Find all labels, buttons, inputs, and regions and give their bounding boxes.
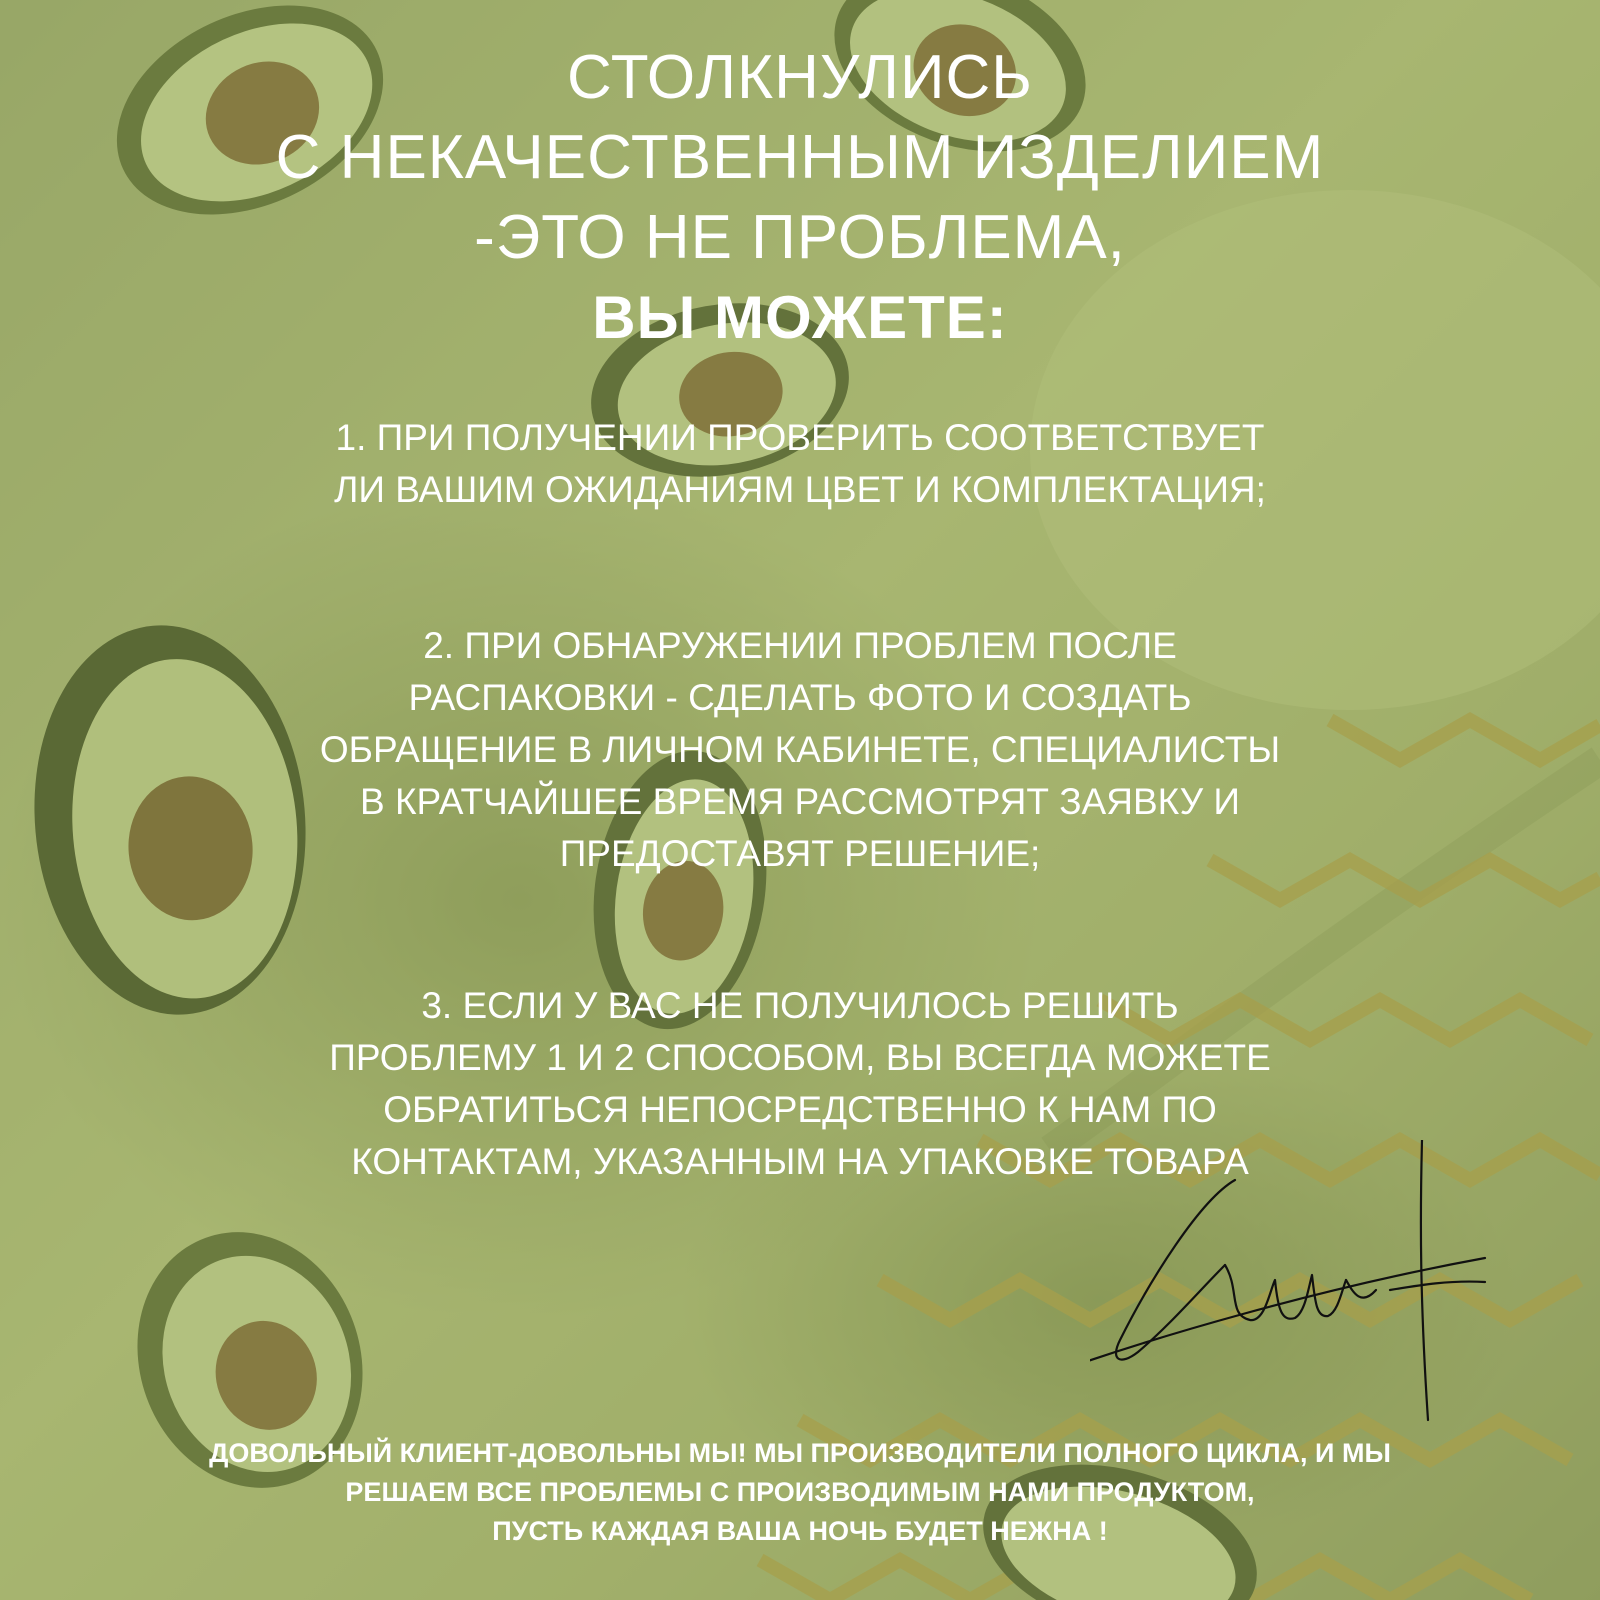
list-item-line: ПРОБЛЕМУ 1 И 2 СПОСОБОМ, ВЫ ВСЕГДА МОЖЕТЕ bbox=[329, 1037, 1271, 1078]
list-item-line: 3. ЕСЛИ У ВАС НЕ ПОЛУЧИЛОСЬ РЕШИТЬ bbox=[421, 985, 1179, 1026]
footer-message bbox=[0, 1434, 1600, 1551]
list-item-line: В КРАТЧАЙШЕЕ ВРЕМЯ РАССМОТРЯТ ЗАЯВКУ И bbox=[360, 781, 1240, 822]
footer-line: ПУСТЬ КАЖДАЯ ВАША НОЧЬ БУДЕТ НЕЖНА ! bbox=[492, 1516, 1108, 1546]
list-item-line: ЛИ ВАШИМ ОЖИДАНИЯМ ЦВЕТ И КОМПЛЕКТАЦИЯ; bbox=[334, 469, 1266, 510]
list-item-line: КОНТАКТАМ, УКАЗАННЫМ НА УПАКОВКЕ ТОВАРА bbox=[351, 1141, 1249, 1182]
list-item-line: 1. ПРИ ПОЛУЧЕНИИ ПРОВЕРИТЬ СООТВЕТСТВУЕТ bbox=[335, 417, 1265, 458]
list-item-line: ОБРАЩЕНИЕ В ЛИЧНОМ КАБИНЕТЕ, СПЕЦИАЛИСТЫ bbox=[319, 729, 1281, 770]
headline-line: С НЕКАЧЕСТВЕННЫМ ИЗДЕЛИЕМ bbox=[275, 123, 1325, 192]
list-item-line: ПРЕДОСТАВЯТ РЕШЕНИЕ; bbox=[559, 833, 1041, 874]
list-item bbox=[200, 620, 1400, 880]
list-item bbox=[200, 412, 1400, 516]
headline-line: -ЭТО НЕ ПРОБЛЕМА, bbox=[474, 203, 1126, 272]
list-item-line: ОБРАТИТЬСЯ НЕПОСРЕДСТВЕННО К НАМ ПО bbox=[383, 1089, 1217, 1130]
handwritten-signature-icon bbox=[1090, 1140, 1530, 1430]
headline bbox=[0, 38, 1600, 358]
list-item-line: РАСПАКОВКИ - СДЕЛАТЬ ФОТО И СОЗДАТЬ bbox=[408, 677, 1192, 718]
footer-line: РЕШАЕМ ВСЕ ПРОБЛЕМЫ С ПРОИЗВОДИМЫМ НАМИ ПРОДУКТОМ, bbox=[345, 1477, 1255, 1507]
headline-line: СТОЛКНУЛИСЬ bbox=[567, 43, 1033, 112]
headline-emphasis: ВЫ МОЖЕТЕ: bbox=[592, 284, 1008, 351]
footer-line: ДОВОЛЬНЫЙ КЛИЕНТ-ДОВОЛЬНЫ МЫ! МЫ ПРОИЗВОДИТЕЛИ ПОЛНОГО ЦИКЛА, И МЫ bbox=[209, 1438, 1391, 1468]
list-item-line: 2. ПРИ ОБНАРУЖЕНИИ ПРОБЛЕМ ПОСЛЕ bbox=[423, 625, 1177, 666]
